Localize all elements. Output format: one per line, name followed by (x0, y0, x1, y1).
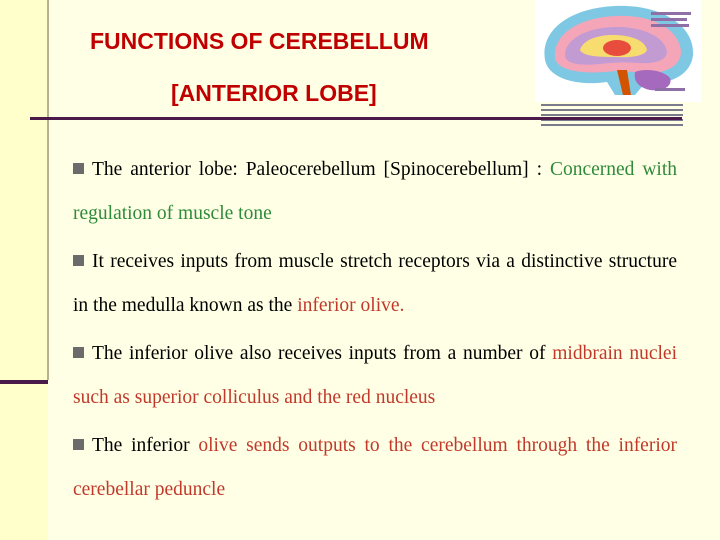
slide-title: FUNCTIONS OF CEREBELLUM (90, 28, 429, 54)
bullet-1-text: The anterior lobe: Paleocerebellum [Spinocerebellum] : (92, 159, 543, 180)
slide-subtitle: [ANTERIOR LOBE] (171, 80, 377, 106)
left-band (0, 0, 48, 540)
square-bullet-icon (73, 439, 84, 450)
decorative-stripes (541, 104, 683, 128)
square-bullet-icon (73, 255, 84, 266)
square-bullet-icon (73, 163, 84, 174)
left-accent (0, 380, 48, 384)
bullet-4-text: The inferior (92, 435, 199, 456)
bullet-3-highlight: midbrain nuclei such as superior colliculus and the red nucleus (73, 343, 677, 408)
bullet-3 (73, 332, 677, 420)
bullet-4-highlight: olive sends outputs to the cerebellum through the inferior cerebellar peduncle (73, 435, 677, 500)
bullet-1-highlight: Concerned with regulation of muscle tone (73, 159, 677, 224)
brain-diagram-image (535, 0, 701, 102)
bullet-2-text: It receives inputs from muscle stretch receptors via a distinctive structure in the medulla known as the (73, 251, 677, 316)
bullet-1 (73, 148, 677, 236)
left-rule (47, 0, 49, 380)
title-underline (30, 117, 682, 120)
bullet-4 (73, 424, 677, 512)
bullet-2 (73, 240, 677, 328)
square-bullet-icon (73, 347, 84, 358)
bullet-2-highlight: inferior olive. (297, 295, 405, 316)
bullet-3-text: The inferior olive also receives inputs from a number of (92, 343, 553, 364)
